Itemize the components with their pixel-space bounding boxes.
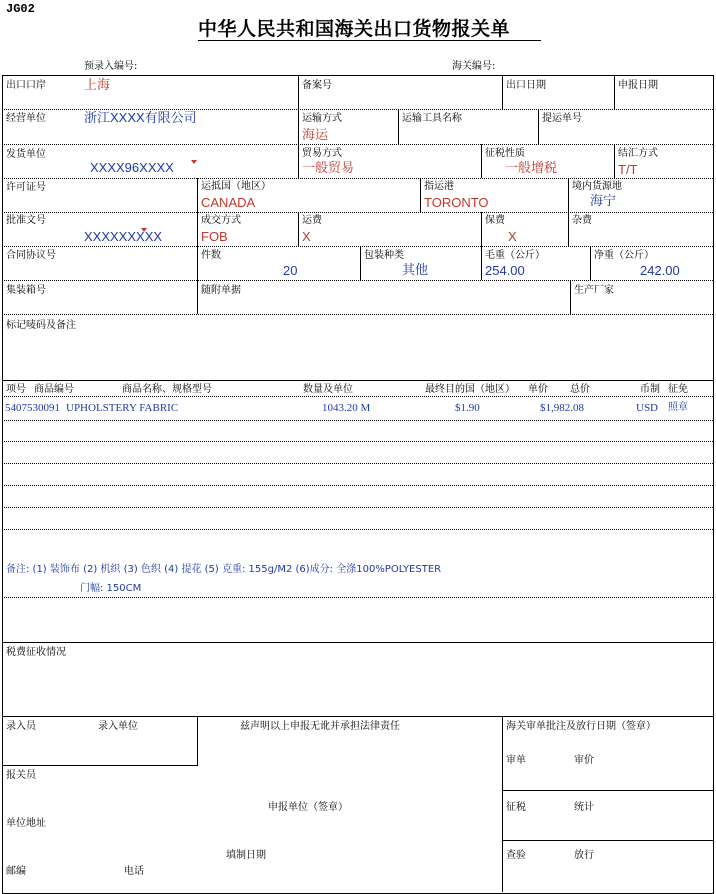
col-divider: [197, 212, 198, 246]
col-divider: [360, 246, 361, 280]
approval-no-label: 批准文号: [6, 215, 46, 226]
item-code: 5407530091: [5, 402, 60, 414]
item-unit-price: $1.90: [455, 402, 480, 414]
pricing-label: 审价: [574, 755, 594, 766]
domestic-source-value[interactable]: 海宁: [590, 193, 617, 208]
item-qty: 1043.20 M: [322, 402, 371, 414]
col-divider: [502, 75, 503, 109]
fill-date-label: 填制日期: [226, 850, 266, 861]
row-divider: [2, 212, 713, 213]
declarant-label: 报关员: [6, 770, 36, 781]
col-divider: [481, 144, 482, 178]
business-unit-label: 经营单位: [6, 113, 46, 124]
row-divider: [2, 314, 713, 315]
deal-mode-label: 成交方式: [201, 215, 241, 226]
items-header-name: 商品名称、规格型号: [122, 384, 212, 395]
col-divider: [197, 246, 198, 280]
pieces-label: 件数: [201, 250, 221, 261]
pre-entry-no-label: 预录入编号:: [84, 61, 138, 72]
export-date-label: 出口日期: [506, 80, 546, 91]
record-no-label: 备案号: [302, 80, 332, 91]
page-title: 中华人民共和国海关出口货物报关单: [198, 18, 511, 40]
port-of-dest-value[interactable]: TORONTO: [424, 195, 489, 210]
insurance-value[interactable]: X: [508, 229, 517, 244]
col-divider: [398, 109, 399, 144]
col-divider: [197, 716, 198, 765]
packing-value[interactable]: 其他: [402, 262, 429, 277]
bl-no-label: 提运单号: [542, 113, 582, 124]
footer-divider: [502, 790, 713, 791]
col-divider: [614, 144, 615, 178]
remarks-line-1: 备注: (1) 装饰布 (2) 机织 (3) 色织 (4) 提花 (5) 克重: 155g/M2 (6)成分: 全涤100%POLYESTER: [6, 564, 442, 575]
col-divider: [298, 109, 299, 144]
col-divider: [481, 212, 482, 246]
items-header-seq: 项号: [6, 384, 26, 395]
destination-country-value[interactable]: CANADA: [201, 195, 256, 210]
pieces-value[interactable]: 20: [283, 263, 298, 278]
export-port-label: 出口口岸: [6, 80, 46, 91]
settlement-value[interactable]: T/T: [618, 162, 638, 177]
item-divider: [2, 507, 713, 508]
form-code: JG02: [6, 2, 35, 16]
consignor-value[interactable]: XXXX96XXXX: [90, 160, 174, 175]
remarks-line-2: 门幅: 150CM: [80, 583, 142, 594]
export-port-value[interactable]: 上海: [84, 77, 111, 92]
item-divider: [2, 396, 713, 397]
levy-label: 征税: [506, 802, 526, 813]
transport-mode-value[interactable]: 海运: [302, 127, 329, 142]
license-no-label: 许可证号: [6, 182, 46, 193]
item-divider: [2, 441, 713, 442]
col-divider: [298, 75, 299, 109]
unit-address-label: 单位地址: [6, 818, 46, 829]
footer-divider: [502, 840, 713, 841]
row-divider: [2, 178, 713, 179]
item-divider: [2, 485, 713, 486]
trade-mode-value[interactable]: 一般贸易: [302, 160, 355, 175]
gross-weight-label: 毛重（公斤）: [485, 250, 545, 261]
section-divider: [2, 716, 713, 717]
consignor-label: 发货单位: [6, 149, 46, 160]
col-divider: [614, 75, 615, 109]
declare-date-label: 申报日期: [618, 80, 658, 91]
transport-mode-label: 运输方式: [302, 113, 342, 124]
col-divider: [420, 178, 421, 212]
col-divider: [298, 144, 299, 178]
insurance-label: 保费: [485, 215, 505, 226]
section-divider: [2, 642, 713, 643]
declare-unit-label: 申报单位（签章）: [268, 802, 348, 813]
container-no-label: 集装箱号: [6, 285, 46, 296]
misc-fee-label: 杂费: [572, 215, 592, 226]
freight-label: 运费: [302, 215, 322, 226]
items-header-qty: 数量及单位: [303, 384, 353, 395]
col-divider: [298, 212, 299, 246]
row-divider: [2, 144, 713, 145]
col-divider: [538, 109, 539, 144]
col-divider: [197, 178, 198, 212]
declaration-text: 兹声明以上申报无讹并承担法律责任: [240, 721, 400, 732]
customs-approval-label: 海关审单批注及放行日期（签章）: [506, 721, 656, 732]
item-divider: [2, 529, 713, 530]
items-header-unit-price: 单价: [528, 384, 548, 395]
correction-mark-icon: [191, 160, 197, 164]
col-divider: [590, 246, 591, 280]
manufacturer-label: 生产厂家: [574, 285, 614, 296]
phone-label: 电话: [124, 866, 144, 877]
section-divider: [2, 380, 713, 381]
entry-clerk-label: 录入员: [6, 721, 36, 732]
item-currency: USD: [636, 402, 659, 414]
row-divider: [2, 246, 713, 247]
settlement-label: 结汇方式: [618, 148, 658, 159]
business-unit-value[interactable]: 浙江XXXX有限公司: [84, 110, 197, 125]
item-total: $1,982.08: [540, 402, 584, 414]
freight-value[interactable]: X: [302, 229, 311, 244]
marks-label: 标记唛码及备注: [6, 320, 76, 331]
statistics-label: 统计: [574, 802, 594, 813]
domestic-source-label: 境内货源地: [572, 181, 622, 192]
items-header-currency: 币制: [640, 384, 660, 395]
destination-country-label: 运抵国（地区）: [201, 181, 271, 192]
title-underline: [198, 40, 541, 41]
items-header-exemption: 征免: [668, 384, 688, 395]
item-exemption: 照章: [668, 402, 688, 413]
packing-label: 包装种类: [364, 250, 404, 261]
item-divider: [2, 597, 713, 598]
items-header-total: 总价: [570, 384, 590, 395]
col-divider: [481, 246, 482, 280]
net-weight-value[interactable]: 242.00: [640, 263, 680, 278]
gross-weight-value[interactable]: 254.00: [485, 263, 525, 278]
col-divider: [568, 178, 569, 212]
item-name: UPHOLSTERY FABRIC: [66, 402, 179, 414]
item-divider: [2, 463, 713, 464]
approval-no-value[interactable]: XXXXXXXXX: [84, 229, 163, 244]
postcode-label: 邮编: [6, 866, 26, 877]
items-header-code: 商品编号: [34, 384, 74, 395]
col-divider: [502, 716, 503, 892]
levy-nature-value[interactable]: 一般增税: [505, 160, 558, 175]
correction-mark-icon: [141, 228, 147, 232]
inspection-label: 查验: [506, 850, 526, 861]
net-weight-label: 净重（公斤）: [594, 250, 654, 261]
col-divider: [197, 280, 198, 314]
vehicle-name-label: 运输工具名称: [402, 113, 462, 124]
items-header-dest: 最终目的国（地区）: [425, 384, 515, 395]
entry-unit-label: 录入单位: [98, 721, 138, 732]
levy-nature-label: 征税性质: [485, 148, 525, 159]
contract-no-label: 合同协议号: [6, 250, 56, 261]
attached-docs-label: 随附单据: [201, 285, 241, 296]
customs-no-label: 海关编号:: [452, 61, 496, 72]
review-label: 审单: [506, 755, 526, 766]
row-divider: [2, 280, 713, 281]
footer-divider: [2, 765, 198, 766]
port-of-dest-label: 指运港: [424, 181, 454, 192]
tax-label: 税费征收情况: [6, 647, 66, 658]
trade-mode-label: 贸易方式: [302, 148, 342, 159]
col-divider: [568, 212, 569, 246]
col-divider: [570, 280, 571, 314]
release-label: 放行: [574, 850, 594, 861]
deal-mode-value[interactable]: FOB: [201, 229, 228, 244]
item-divider: [2, 420, 713, 421]
